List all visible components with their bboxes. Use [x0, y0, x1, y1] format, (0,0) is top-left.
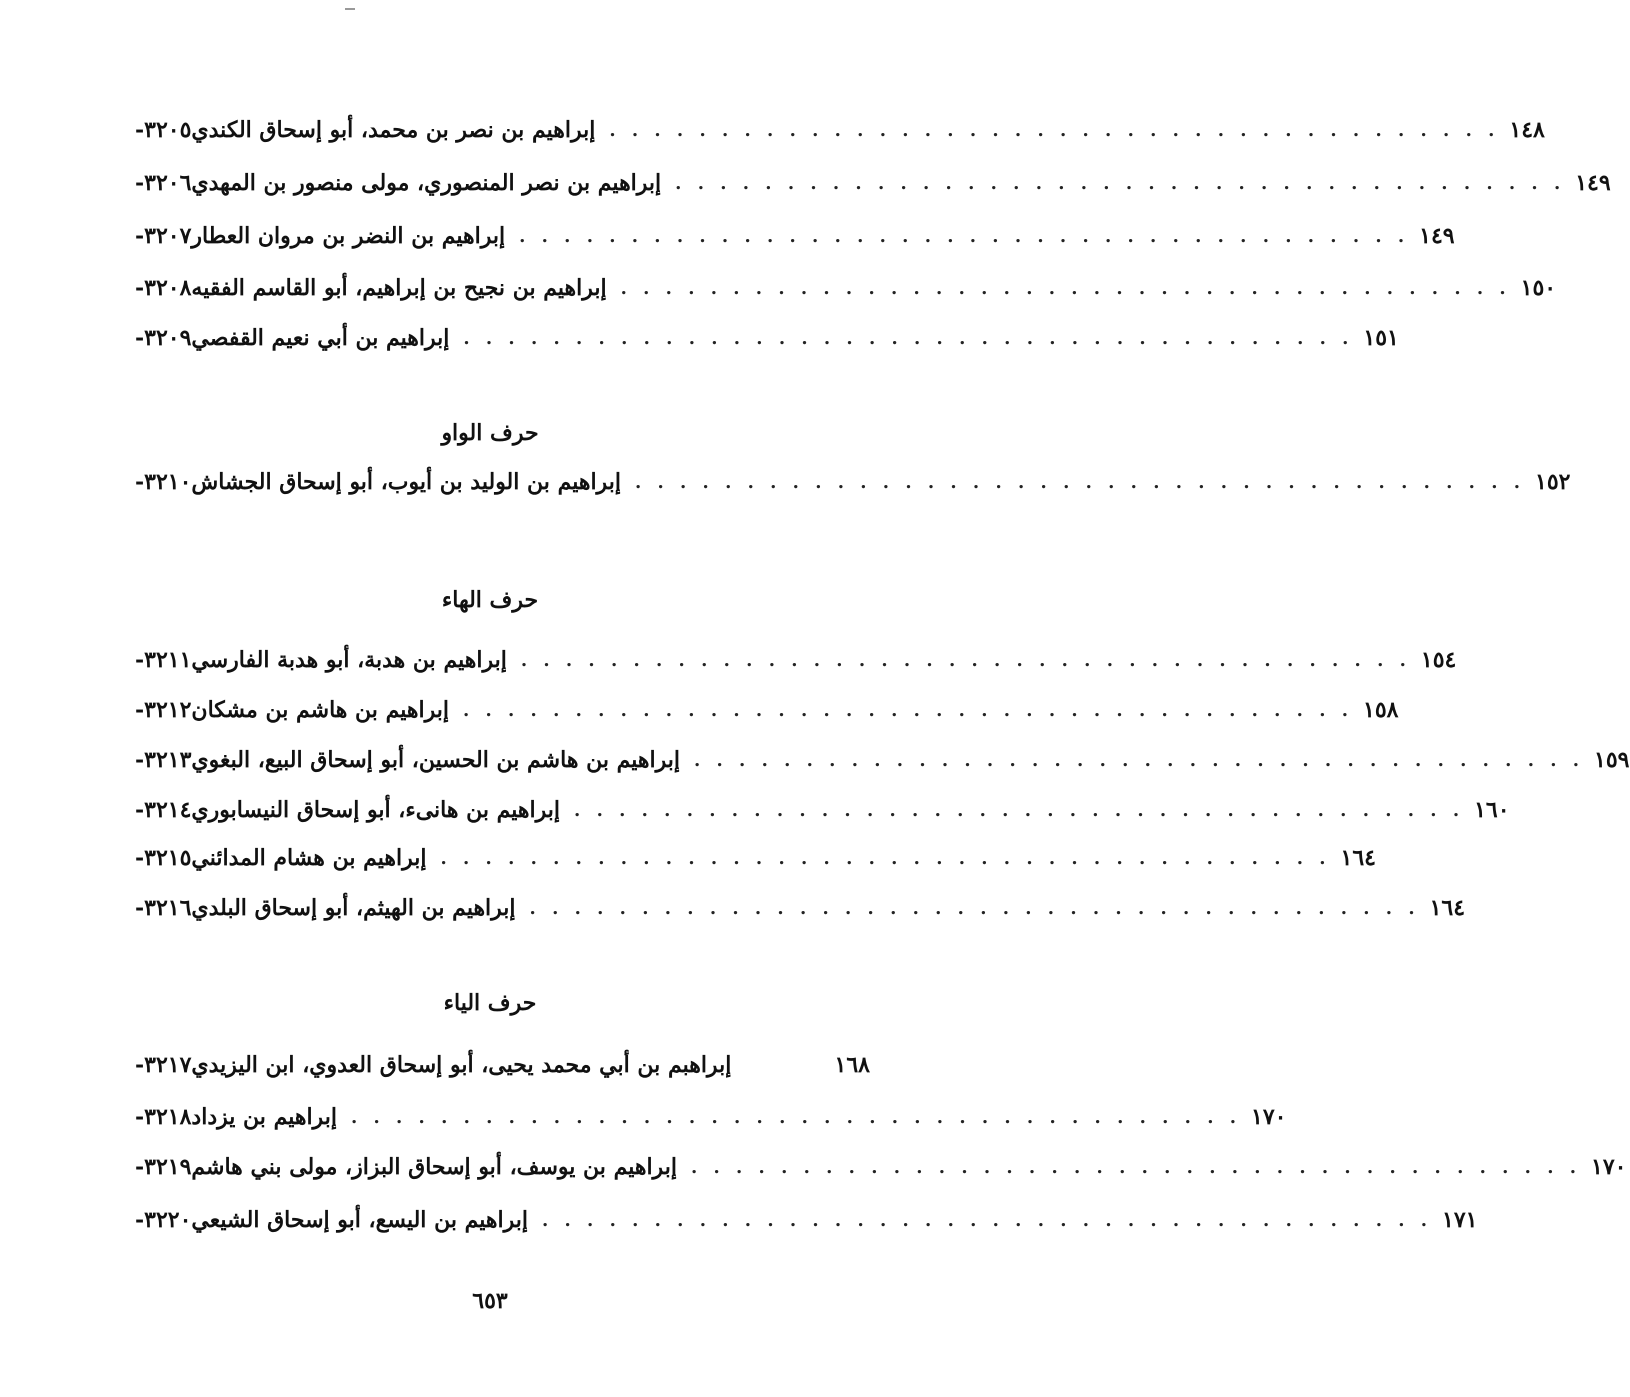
- index-entry: [135, 462, 1571, 502]
- entry-number: ٣٢٠٩-: [135, 325, 192, 351]
- index-entry: [135, 318, 1399, 358]
- leader-dots: . . . . . . . . . . . . . . . . . . . . . . . . . . . . . . . . . . . . . . . .: [574, 799, 1465, 821]
- entry-page: ١٦٤: [1429, 895, 1466, 921]
- entry-page: ١٧٠: [1591, 1154, 1627, 1180]
- entry-page: ١٤٨: [1509, 117, 1545, 143]
- entry-title: إبراهيم بن يوسف، أبو إسحاق البزاز، مولى بني هاشم: [191, 1154, 677, 1180]
- entry-number: ٣٢١٦-: [135, 895, 192, 921]
- leader-dots: . . . . . . . . . . . . . . . . . . . . . . . . . . . . . . . . . . . . . . . .: [690, 1156, 1581, 1178]
- page-number: ٦٥٣: [472, 1288, 508, 1314]
- entry-page: ١٤٩: [1419, 223, 1455, 249]
- entry-number: ٣٢٠٥-: [135, 117, 192, 143]
- index-entry: [135, 216, 1455, 256]
- entry-number: ٣٢١٧-: [135, 1052, 192, 1078]
- leader-dots: . . . . . . . . . . . . . . . . . . . . . . . . . . . . . . . . . . . . . . . .: [463, 327, 1354, 349]
- entry-title: إبراهيم بن نصر بن محمد، أبو إسحاق الكندي: [191, 117, 596, 143]
- entry-title: إبراهيم بن نصر المنصوري، مولى منصور بن المهدي: [191, 170, 662, 196]
- entry-page: ١٧٠: [1251, 1104, 1287, 1130]
- index-entry: [135, 1097, 1287, 1137]
- index-entry: [135, 1045, 870, 1085]
- entry-page: ١٥٢: [1535, 469, 1571, 495]
- leader-dots: . . . . . . . . . . . . . . . . . . . . . . . . . . . . . . . . . . . . . . . .: [529, 897, 1420, 919]
- entry-page: ١٦٠: [1474, 797, 1510, 823]
- index-entry: [135, 838, 1376, 878]
- entry-page: ١٥٤: [1420, 647, 1457, 673]
- index-entry: [135, 1147, 1627, 1187]
- index-entry: [135, 888, 1466, 928]
- leader-dots: . . . . . . . . . . . . . . . . . . . . . . . . . . . . . . . . . . . . . . . .: [520, 649, 1411, 671]
- entry-title: إبراهيم بن الوليد بن أيوب، أبو إسحاق الجشاش: [191, 469, 621, 495]
- entry-title: إبراهيم بن هاشم بن الحسين، أبو إسحاق البيع، البغوي: [191, 747, 680, 773]
- entry-number: ٣٢٠٨-: [135, 275, 192, 301]
- entry-number: ٣٢١٠-: [135, 469, 192, 495]
- section-heading: حرف الواو: [441, 420, 539, 446]
- leader-dots: . . . . . . . . . . . . . . . . . . . . . . . . . . . . . . . . . . . . . . . .: [519, 225, 1410, 247]
- entry-title: إبراهيم بن النضر بن مروان العطار: [191, 223, 506, 249]
- entry-page: ١٥٠: [1520, 275, 1557, 301]
- entry-number: ٣٢١٣-: [135, 747, 192, 773]
- entry-title: إبراهبم بن أبي محمد يحيى، أبو إسحاق العدوي، ابن اليزيدي: [191, 1052, 732, 1078]
- leader-dots: . . . . . . . . . . . . . . . . . . . . . . . . . . . . . . . . . . . . . . . .: [675, 172, 1566, 194]
- entry-number: ٣٢١٤-: [135, 797, 192, 823]
- leader-dots: . . . . . . . . . . . . . . . . . . . . . . . . . . . . . . . . . . . . . . . .: [462, 699, 1354, 721]
- index-entry: [135, 268, 1557, 308]
- entry-title: إبراهيم بن أبي نعيم القفصي: [191, 325, 450, 351]
- entry-page: ١٥١: [1363, 325, 1399, 351]
- section-heading: حرف الهاء: [441, 587, 539, 613]
- entry-page: ١٧١: [1442, 1207, 1478, 1233]
- entry-title: إبراهيم بن اليسع، أبو إسحاق الشيعي: [191, 1207, 528, 1233]
- scan-mark: [345, 8, 355, 10]
- entry-number: ٣٢١١-: [135, 647, 192, 673]
- entry-title: إبراهيم بن هاشم بن مشكان: [191, 697, 449, 723]
- entry-title: إبراهيم بن يزداد: [191, 1104, 337, 1130]
- leader-dots: . . . . . . . . . . . . . . . . . . . . . . . . . . . . . . . . . . . . . . . .: [609, 119, 1500, 141]
- index-entry: [135, 640, 1457, 680]
- entry-number: ٣٢١٨-: [135, 1104, 192, 1130]
- leader-dots: . . . . . . . . . . . . . . . . . . . . . . . . . . . . . . . . . . . . . . . .: [620, 277, 1511, 299]
- entry-number: ٣٢٢٠-: [135, 1207, 192, 1233]
- leader-dots: . . . . . . . . . . . . . . . . . . . . . . . . . . . . . . . . . . . . . . . .: [440, 847, 1331, 869]
- leader-dots: . . . . . . . . . . . . . . . . . . . . . . . . . . . . . . . . . . . . . . . .: [541, 1209, 1433, 1231]
- entry-title: إبراهيم بن الهيثم، أبو إسحاق البلدي: [191, 895, 516, 921]
- entry-number: ٣٢١٢-: [135, 697, 192, 723]
- entry-title: إبراهيم بن نجيح بن إبراهيم، أبو القاسم الفقيه: [191, 275, 607, 301]
- entry-title: إبراهيم بن هانىء، أبو إسحاق النيسابوري: [191, 797, 561, 823]
- leader-dots: . . . . . . . . . . . . . . . . . . . . . . . . . . . . . . . . . . . . . . . .: [693, 749, 1585, 771]
- leader-dots: . . . . . . . . . . . . . . . . . . . . . . . . . . . . . . . . . . . . . . . .: [634, 471, 1525, 493]
- entry-title: إبراهيم بن هدبة، أبو هدبة الفارسي: [191, 647, 507, 673]
- section-heading: حرف الياء: [443, 990, 537, 1016]
- entry-number: ٣٢١٥-: [135, 845, 192, 871]
- index-entry: [135, 690, 1399, 730]
- entry-page: ١٦٨: [834, 1052, 870, 1078]
- entry-page: ١٤٩: [1575, 170, 1611, 196]
- entry-number: ٣٢١٩-: [135, 1154, 192, 1180]
- index-entry: [135, 163, 1611, 203]
- index-entry: [135, 110, 1545, 150]
- index-entry: [135, 1200, 1478, 1240]
- entry-number: ٣٢٠٦-: [135, 170, 192, 196]
- index-entry: [135, 790, 1510, 830]
- entry-page: ١٥٨: [1363, 697, 1399, 723]
- leader-dots: . . . . . . . . . . . . . . . . . . . . . . . . . . . . . . . . . . . . . . . .: [350, 1106, 1241, 1128]
- entry-title: إبراهيم بن هشام المدائني: [191, 845, 427, 871]
- entry-page: ١٥٩: [1594, 747, 1630, 773]
- entry-page: ١٦٤: [1340, 845, 1376, 871]
- entry-number: ٣٢٠٧-: [135, 223, 192, 249]
- index-entry: [135, 740, 1630, 780]
